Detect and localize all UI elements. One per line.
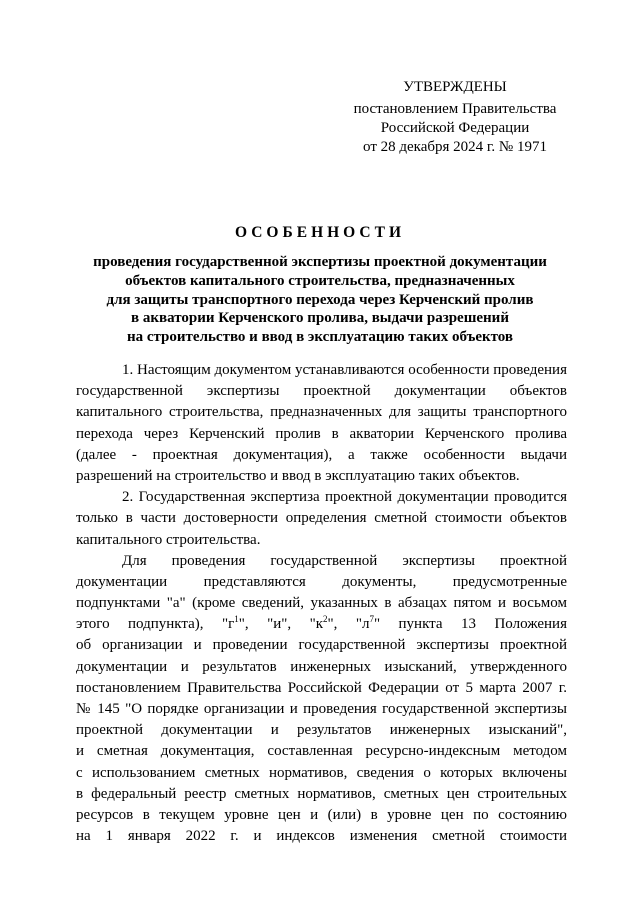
approval-date-line: от 28 декабря 2024 г. № 1971 <box>363 139 547 155</box>
text-run: " пункта 13 Положения <box>373 616 567 633</box>
text-run: ", "и", "к <box>238 616 323 633</box>
paragraph-2-line: только в части достоверности определения сметной стоимости объектов <box>76 510 567 527</box>
document-title: ОСОБЕННОСТИ <box>234 224 406 241</box>
document-body <box>76 360 567 847</box>
subtitle-line: в акватории Керченского пролива, выдачи разрешений <box>131 310 509 327</box>
paragraph-3-line: на 1 января 2022 г. и индексов изменения сметной стоимости <box>76 828 567 845</box>
paragraph-3-line: документации представляются документы, предусмотренные <box>76 573 567 590</box>
paragraph-1-line: государственной экспертизы проектной документации объектов <box>76 383 567 400</box>
paragraph-1-line: (далее - проектная документация), а также особенности выдачи <box>76 446 567 463</box>
text-run: этого подпункта), "г <box>76 616 235 633</box>
subtitle-line: проведения государственной экспертизы проектной документации <box>93 254 547 270</box>
paragraph-2-line: капитального строительства. <box>76 531 261 548</box>
paragraph-3-line: с использованием сметных нормативов, сведения о которых включены <box>76 764 567 781</box>
paragraph-3-line: Для проведения государственной экспертизы проектной <box>122 552 567 569</box>
approval-stamp <box>330 78 580 157</box>
document-subtitle <box>60 253 580 347</box>
paragraph-1-line: капитального строительства, предназначенных для защиты транспортного <box>76 404 567 421</box>
paragraph-3-line: документации и результатов инженерных изысканий, утвержденного <box>76 658 567 675</box>
paragraph-3-line: и сметная документация, составленная ресурсно-индексным методом <box>76 743 567 760</box>
superscript: 1 <box>234 614 239 625</box>
paragraph-3-line: проектной документации и результатов инженерных изысканий", <box>76 722 567 739</box>
text-run: ", "л <box>327 616 370 633</box>
paragraph-1-line: перехода через Керченский пролив в акватории Керченского пролива <box>76 425 567 442</box>
approval-line: Российской Федерации <box>380 120 530 136</box>
paragraph-3-line: № 145 "О порядке организации и проведения государственной экспертизы <box>76 701 567 717</box>
subtitle-line: для защиты транспортного перехода через Керченский пролив <box>106 291 534 308</box>
superscript: 7 <box>369 614 374 625</box>
paragraph-3-line-with-superscripts <box>76 614 567 635</box>
paragraph-3-line: об организации и проведении государственной экспертизы проектной <box>76 637 567 654</box>
approval-line: постановлением Правительства <box>353 101 557 117</box>
superscript: 2 <box>323 614 328 625</box>
paragraph-3-line: в федеральный реестр сметных нормативов, сметных цен строительных <box>76 785 567 802</box>
paragraph-1-line: 1. Настоящим документом устанавливаются особенности проведения <box>122 362 567 378</box>
approval-heading: УТВЕРЖДЕНЫ <box>403 79 507 95</box>
subtitle-line: на строительство и ввод в эксплуатацию таких объектов <box>126 329 514 346</box>
paragraph-1-line: разрешений на строительство и ввод в эксплуатацию таких объектов. <box>76 467 520 484</box>
paragraph-3-line: постановлением Правительства Российской Федерации от 5 марта 2007 г. <box>76 679 567 696</box>
paragraph-3-line: ресурсов в текущем уровне цен и (или) в уровне цен по состоянию <box>76 806 567 823</box>
paragraph-3-line: подпунктами "а" (кроме сведений, указанных в абзацах пятом и восьмом <box>76 595 567 612</box>
subtitle-line: объектов капитального строительства, предназначенных <box>125 272 515 289</box>
paragraph-2-line: 2. Государственная экспертиза проектной документации проводится <box>122 489 567 506</box>
